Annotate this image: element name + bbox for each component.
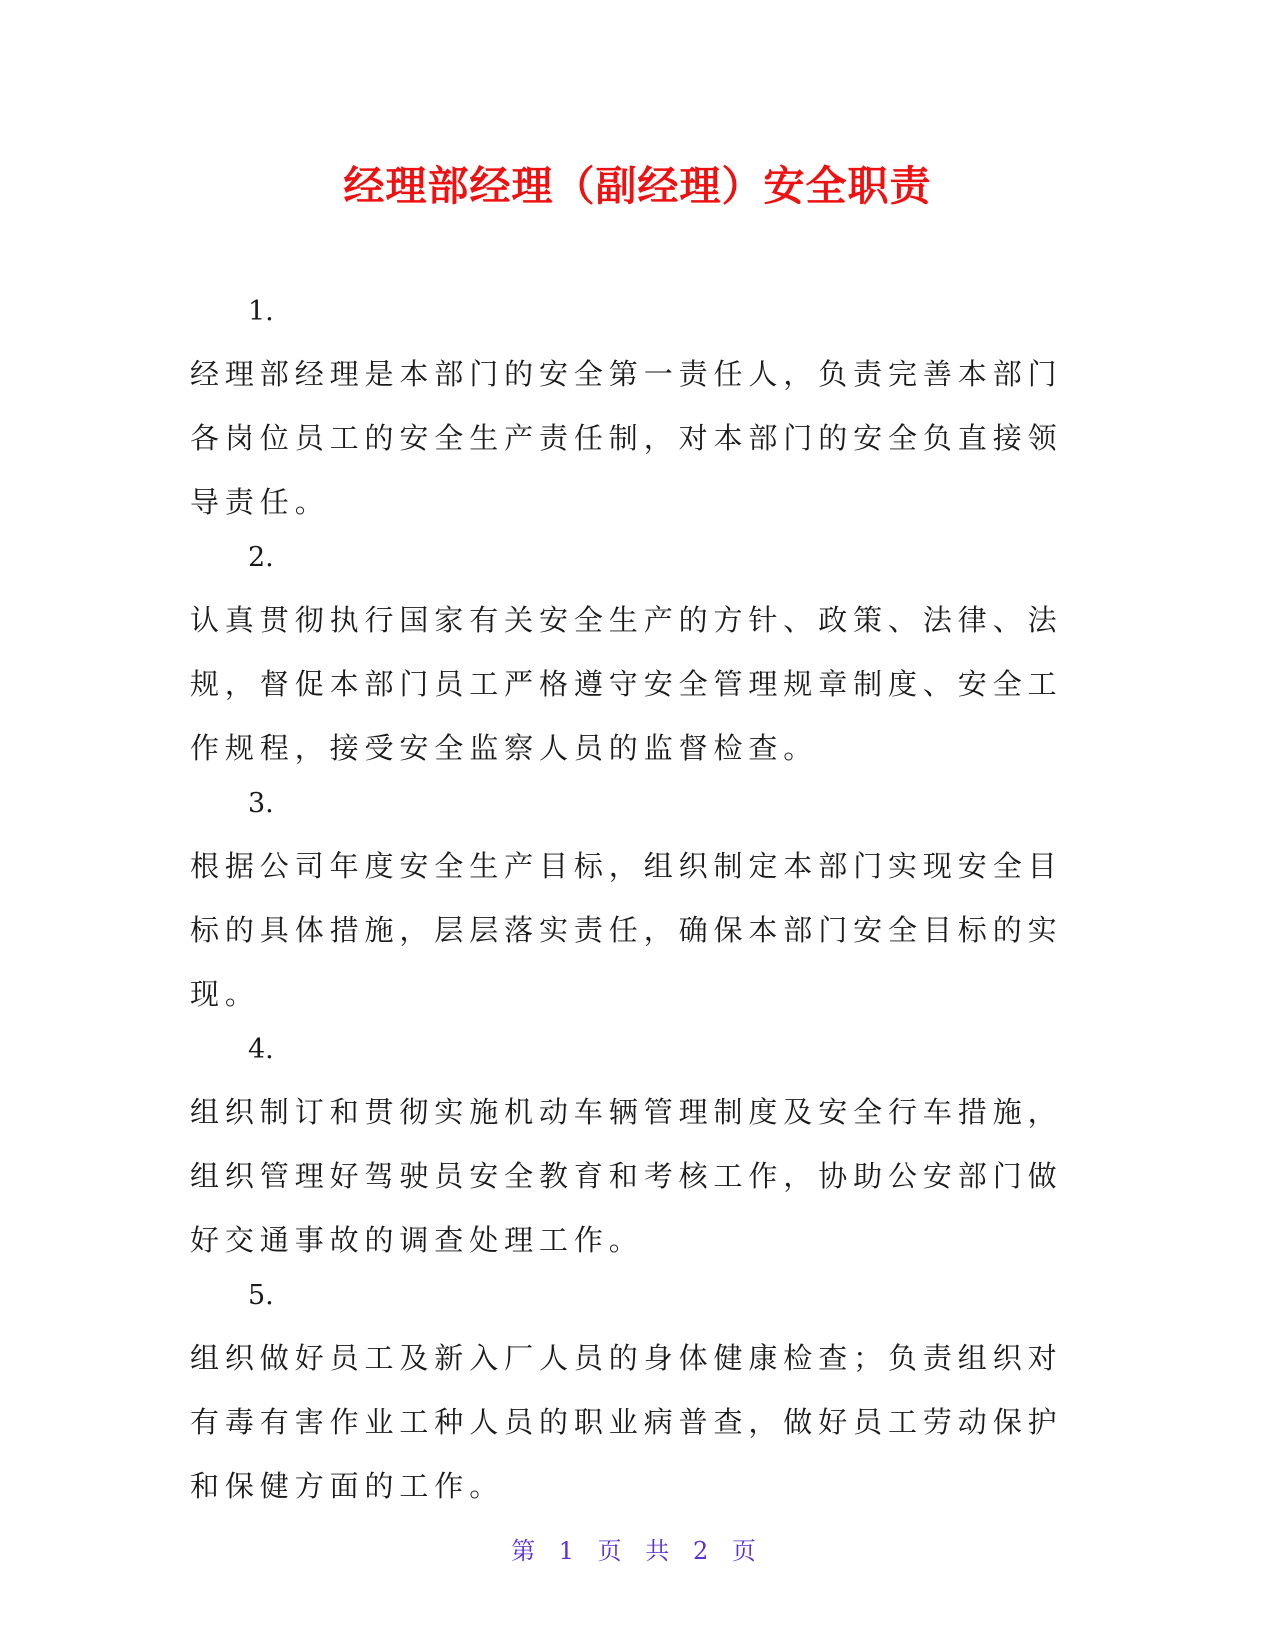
list-item <box>190 292 1090 534</box>
item-text: 认真贯彻执行国家有关安全生产的方针、政策、法律、法规，督促本部门员工严格遵守安全管理规章制度、安全工作规程，接受安全监察人员的监督检查。 <box>190 603 1063 765</box>
item-number: 5. <box>248 1280 274 1311</box>
list-item <box>190 1276 1090 1518</box>
item-text: 组织制订和贯彻实施机动车辆管理制度及安全行车措施，组织管理好驾驶员安全教育和考核工作，协助公安部门做好交通事故的调查处理工作。 <box>190 1095 1063 1257</box>
item-number: 2. <box>248 542 274 573</box>
item-text: 根据公司年度安全生产目标，组织制定本部门实现安全目标的具体措施，层层落实责任，确保本部门安全目标的实现。 <box>190 849 1063 1011</box>
list-item <box>190 1030 1090 1272</box>
item-text: 经理部经理是本部门的安全第一责任人，负责完善本部门各岗位员工的安全生产责任制，对本部门的安全负直接领导责任。 <box>190 357 1063 519</box>
list-item <box>190 538 1090 780</box>
page-title: 经理部经理（副经理）安全职责 <box>343 162 932 210</box>
page-footer: 第 1 页 共 2 页 <box>511 1537 764 1565</box>
document-body <box>190 292 1090 1522</box>
list-item <box>190 784 1090 1026</box>
item-number: 4. <box>248 1034 274 1065</box>
item-number: 1. <box>248 296 274 327</box>
item-number: 3. <box>248 788 274 819</box>
item-text: 组织做好员工及新入厂人员的身体健康检查；负责组织对有毒有害作业工种人员的职业病普查，做好员工劳动保护和保健方面的工作。 <box>190 1341 1063 1503</box>
